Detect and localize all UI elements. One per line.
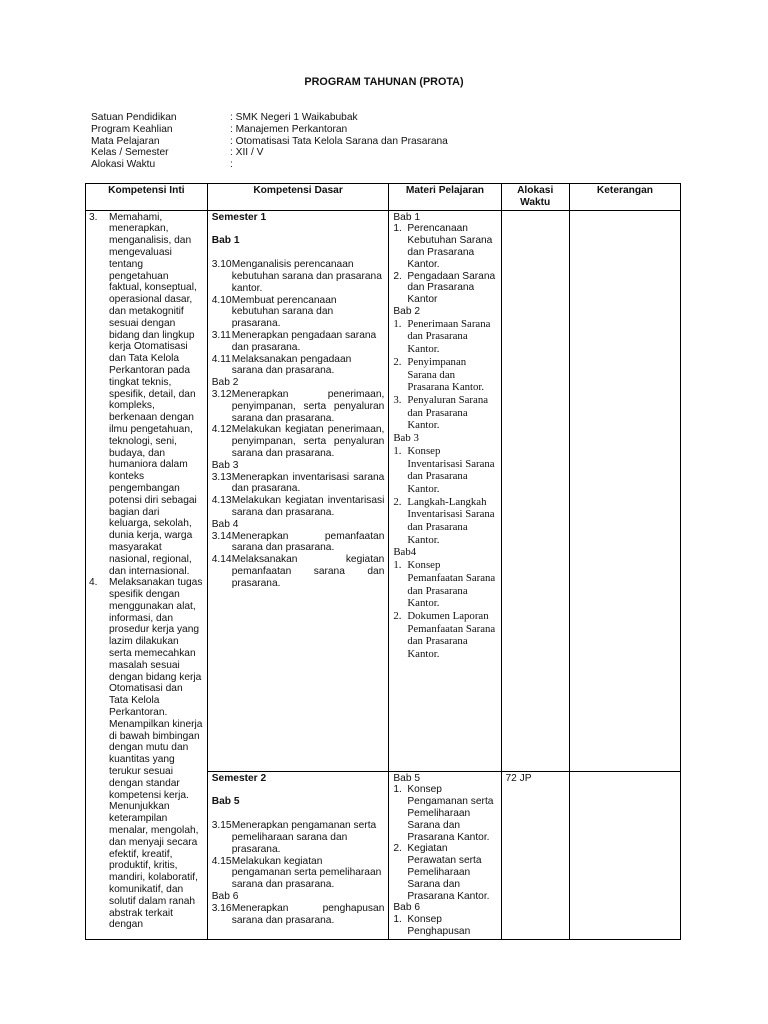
list-item: 2. Kegiatan Perawatan serta Pemeliharaan Sarana dan Prasarana Kantor. (393, 843, 496, 902)
prota-table (85, 183, 681, 940)
bab-label: Bab 1 (211, 235, 240, 247)
materi-text: Langkah-Langkah Inventarisasi Sarana dan Prasarana Kantor. (407, 495, 495, 546)
kd-item (212, 903, 385, 927)
kd-text: Melakukan kegiatan penerimaan, penyimpanan, serta penyaluran sarana dan prasarana. (231, 424, 385, 459)
list-item (89, 577, 203, 931)
semester-label: Semester 1 (211, 211, 267, 223)
kd-text: Melaksanakan kegiatan pemanfaatan sarana dan prasarana. (231, 554, 385, 589)
header-kompetensi-dasar: Kompetensi Dasar (207, 184, 389, 211)
materi-pelajaran-cell (389, 771, 501, 939)
bab-label: Bab 6 (211, 890, 239, 902)
kd-item (212, 856, 385, 891)
alokasi-waktu-cell: 72 JP (501, 771, 569, 939)
kd-text: Melaksanakan pengadaan sarana dan prasarana. (231, 353, 352, 377)
bab-label: Bab 1 (393, 211, 420, 223)
kd-item (212, 330, 385, 354)
materi-text: Perencanaan Kebutuhan Sarana dan Prasarana Kantor. (407, 223, 493, 270)
kd-number: 4.10 (211, 294, 232, 306)
kd-item (212, 472, 385, 496)
meta-label: Mata Pelajaran (91, 135, 160, 147)
kd-number: 4.14 (211, 554, 232, 566)
bab-label: Bab 5 (393, 772, 420, 784)
materi-pelajaran-cell (389, 210, 501, 771)
meta-value: : (230, 159, 233, 171)
kd-item (212, 554, 385, 589)
list-item: 1. Konsep Pengamanan serta Pemeliharaan Sarana dan Prasarana Kantor. (393, 784, 496, 843)
list-item: 2. Pengadaan Sarana dan Prasarana Kantor (393, 270, 496, 306)
kd-item (212, 495, 385, 519)
list-item: 3. Penyaluran Sarana dan Prasarana Kantor. (393, 394, 496, 432)
bab-label: Bab 6 (393, 902, 420, 914)
kd-text: Melakukan kegiatan inventarisasi sarana dan prasarana. (231, 495, 385, 518)
meta-value: : Otomatisasi Tata Kelola Sarana dan Prasarana (230, 135, 448, 147)
kompetensi-dasar-cell (207, 210, 389, 771)
materi-text: Konsep Pengamanan serta Pemeliharaan Sarana dan Prasarana Kantor. (407, 784, 494, 843)
meta-row (91, 124, 448, 136)
header-materi-pelajaran: Materi Pelajaran (389, 184, 501, 211)
table-header-row (86, 184, 681, 211)
ki-number: 3. (89, 211, 98, 223)
meta-label: Kelas / Semester (91, 147, 169, 159)
keterangan-cell (569, 210, 680, 771)
kd-number: 3.15 (211, 820, 232, 832)
kd-text: Menerapkan pengamanan serta pemeliharaan sarana dan prasarana. (231, 820, 377, 855)
kd-text: Menerapkan pengadaan sarana dan prasarana. (231, 329, 377, 353)
meta-value: : XII / V (230, 147, 264, 159)
bab-label: Bab 4 (211, 518, 239, 530)
list-item: 1. Konsep Inventarisasi Sarana dan Prasarana Kantor. (393, 444, 495, 495)
materi-text: Penerimaan Sarana dan Prasarana Kantor. (407, 317, 491, 356)
kd-number: 3.12 (211, 388, 232, 400)
kd-text: Menerapkan inventarisasi sarana dan prasarana. (231, 471, 385, 495)
kd-item (212, 820, 385, 855)
meta-row (91, 147, 448, 159)
kd-number: 3.14 (211, 530, 232, 542)
meta-label: Program Keahlian (91, 123, 173, 135)
header-alokasi-waktu: Alokasi Waktu (501, 184, 569, 211)
alokasi-waktu-cell (501, 210, 569, 771)
materi-text: Penyimpanan Sarana dan Prasarana Kantor. (407, 355, 485, 394)
document-meta (91, 112, 448, 171)
bab-label: Bab 2 (393, 305, 420, 317)
kd-number: 4.11 (211, 353, 231, 365)
kd-number: 4.15 (211, 855, 232, 867)
bab-label: Bab4 (393, 546, 417, 559)
ki-text: Melaksanakan tugas spesifik dengan menggunakan alat, informasi, dan prosedur kerja yang lazim dilakukan serta memecahkan masalah sesuai dengan bidang kerja Otomatisasi dan Tata Kelola Perkantoran. Menampilkan kinerja di bawah bimbingan dengan mutu dan kuantitas yang terukur sesuai dengan standar kompetensi kerja. Menunjukkan keterampilan menalar, mengolah, dan menyaji secara efektif, kreatif, produktif, kritis, mandiri, kolaboratif, komunikatif, dan solutif dalam ranah abstrak terkait dengan (109, 577, 203, 931)
bab-label: Bab 3 (211, 459, 239, 471)
kd-item (212, 424, 385, 459)
materi-text: Konsep Inventarisasi Sarana dan Prasarana Kantor. (407, 444, 495, 495)
materi-text: Kegiatan Perawatan serta Pemeliharaan Sarana dan Prasarana Kantor. (407, 843, 490, 902)
meta-value: : SMK Negeri 1 Waikabubak (230, 112, 358, 123)
meta-row (91, 136, 448, 148)
list-item: 2. Dokumen Laporan Pemanfaatan Sarana dan Prasarana Kantor. (393, 609, 496, 661)
kd-number: 3.13 (211, 471, 232, 483)
table-row-semester-1 (86, 210, 681, 771)
materi-text: Konsep Pemanfaatan Sarana dan Prasarana Kantor. (407, 559, 496, 610)
bab-label: Bab 5 (211, 796, 240, 808)
document-title: PROGRAM TAHUNAN (PROTA) (304, 76, 464, 88)
list-item: 1. Perencanaan Kebutuhan Sarana dan Prasarana Kantor. (393, 223, 496, 270)
meta-label: Satuan Pendidikan (91, 112, 177, 123)
meta-row (91, 159, 448, 171)
list-item: 1. Penerimaan Sarana dan Prasarana Kantor. (393, 318, 496, 356)
materi-text: Dokumen Laporan Pemanfaatan Sarana dan Prasarana Kantor. (407, 609, 496, 661)
ki-text: Memahami, menerapkan, menganalisis, dan mengevaluasi tentang pengetahuan faktual, konseptual, operasional dasar, dan metakognitif sesuai dengan bidang dan lingkup kerja Otomatisasi dan Tata Kelola Perkantoran pada tingkat teknis, spesifik, detail, dan kompleks, berkenaan dengan ilmu pengetahuan, teknologi, seni, budaya, dan humaniora dalam konteks pengembangan potensi diri sebagai bagian dari keluarga, sekolah, dunia kerja, warga masyarakat nasional, regional, dan internasional. (109, 211, 197, 577)
kd-item (212, 389, 385, 424)
meta-label: Alokasi Waktu (91, 159, 156, 171)
header-kompetensi-inti: Kompetensi Inti (86, 184, 208, 211)
kd-item (212, 295, 385, 330)
meta-row (91, 112, 448, 124)
kd-text: Menganalisis perencanaan kebutuhan sarana dan prasarana kantor. (231, 259, 382, 294)
kd-number: 3.10 (211, 259, 232, 271)
kd-text: Menerapkan penerimaan, penyimpanan, serta penyaluran sarana dan prasarana. (231, 388, 385, 424)
bab-label: Bab 3 (393, 432, 419, 445)
bab-label: Bab 2 (211, 377, 239, 389)
kompetensi-inti-cell (86, 210, 208, 939)
materi-text: Penyaluran Sarana dan Prasarana Kantor. (407, 393, 489, 432)
list-item: 2. Langkah-Langkah Inventarisasi Sarana dan Prasarana Kantor. (393, 495, 495, 546)
kd-item (212, 354, 385, 378)
materi-text: Pengadaan Sarana dan Prasarana Kantor (407, 270, 496, 306)
kd-text: Menerapkan penghapusan sarana dan prasarana. (231, 902, 385, 926)
kompetensi-dasar-cell (207, 771, 389, 939)
kd-item (212, 259, 385, 294)
kd-text: Menerapkan pemanfaatan sarana dan prasarana. (231, 530, 385, 554)
kd-number: 3.16 (211, 902, 232, 914)
semester-label: Semester 2 (211, 772, 267, 784)
list-item: 1. Konsep Pemanfaatan Sarana dan Prasarana Kantor. (393, 559, 496, 610)
kd-text: Melakukan kegiatan pengamanan serta pemeliharaan sarana dan prasarana. (231, 855, 382, 891)
kd-number: 4.13 (211, 495, 232, 507)
materi-text: Konsep Penghapusan (407, 914, 471, 937)
keterangan-cell (569, 771, 680, 939)
kd-number: 3.11 (211, 329, 231, 341)
kd-item (212, 531, 385, 555)
kd-number: 4.12 (211, 424, 232, 436)
meta-value: : Manajemen Perkantoran (230, 123, 348, 135)
list-item (89, 212, 203, 578)
list-item: 1. Konsep Penghapusan (393, 914, 496, 938)
list-item: 2. Penyimpanan Sarana dan Prasarana Kantor. (393, 356, 496, 394)
kd-text: Membuat perencanaan kebutuhan sarana dan prasarana. (231, 294, 337, 330)
header-keterangan: Keterangan (569, 184, 680, 211)
ki-number: 4. (89, 577, 98, 589)
